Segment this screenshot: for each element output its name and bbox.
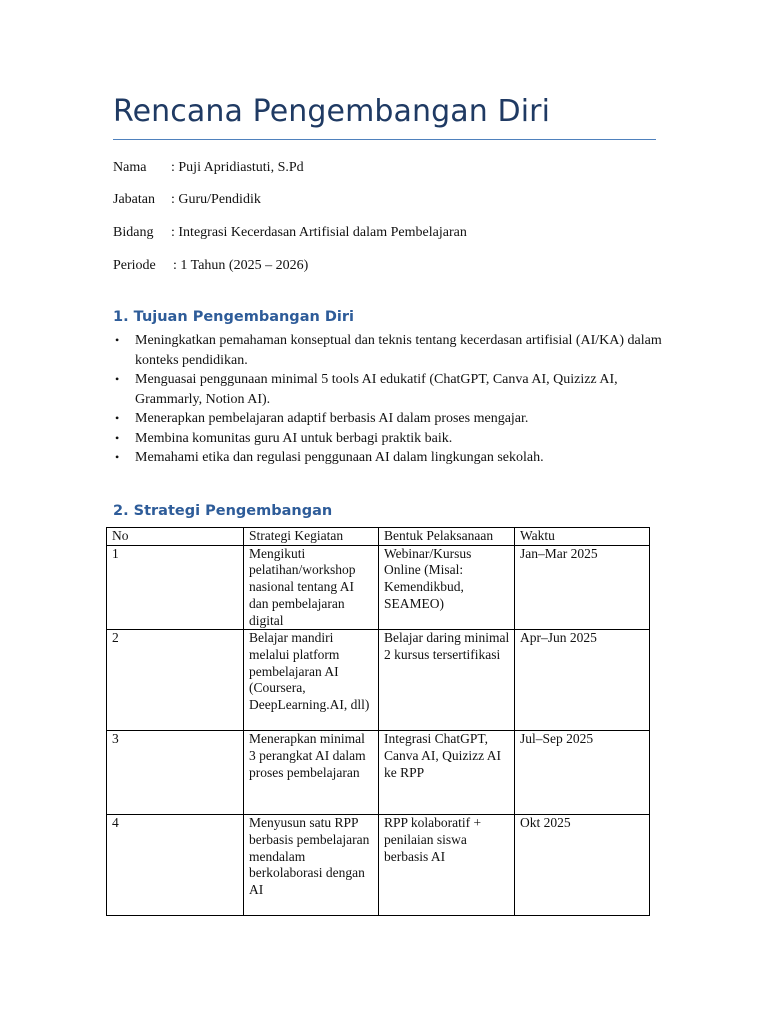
- bullet-icon: •: [115, 430, 120, 445]
- goal-text: Membina komunitas guru AI untuk berbagi praktik baik.: [135, 430, 453, 446]
- profile-nama-row: [113, 159, 304, 177]
- goal-text: Menguasai penggunaan minimal 5 tools AI edukatif (ChatGPT, Canva AI, Quizizz AI, Grammarly, Notion AI).: [135, 372, 618, 407]
- cell-no: 4: [107, 815, 244, 916]
- bullet-icon: •: [115, 450, 120, 464]
- column-header-bentuk: Bentuk Pelaksanaan: [379, 528, 515, 546]
- table-row: [107, 630, 650, 731]
- bidang-value: : Integrasi Kecerdasan Artifisial dalam Pembelajaran: [171, 225, 467, 240]
- section-heading-tujuan: 1. Tujuan Pengembangan Diri: [113, 309, 354, 325]
- bullet-icon: •: [115, 411, 120, 425]
- goal-text: Meningkatkan pemahaman konseptual dan teknis tentang kecerdasan artifisial (AI/KA) dalam konteks pendidikan.: [135, 333, 662, 368]
- goal-list: [113, 331, 673, 468]
- cell-bentuk: Belajar daring minimal 2 kursus tersertifikasi: [379, 630, 515, 731]
- jabatan-label: Jabatan: [113, 192, 155, 207]
- periode-label: Periode: [113, 258, 156, 273]
- list-item: [113, 409, 673, 429]
- bullet-icon: •: [115, 333, 120, 347]
- jabatan-value: : Guru/Pendidik: [171, 192, 261, 207]
- cell-bentuk: Webinar/Kursus Online (Misal: Kemendikbud, SEAMEO): [379, 545, 515, 630]
- cell-waktu: Okt 2025: [515, 815, 650, 916]
- table-row: [107, 815, 650, 916]
- cell-waktu: Apr–Jun 2025: [515, 630, 650, 731]
- cell-strategi: Menyusun satu RPP berbasis pembelajaran mendalam berkolaborasi dengan AI: [244, 815, 379, 916]
- cell-bentuk: RPP kolaboratif + penilaian siswa berbasis AI: [379, 815, 515, 916]
- cell-strategi: Mengikuti pelatihan/workshop nasional tentang AI dan pembelajaran digital: [244, 545, 379, 630]
- column-header-waktu: Waktu: [515, 528, 650, 546]
- list-item: [113, 429, 673, 449]
- document-title: Rencana Pengembangan Diri: [113, 94, 551, 129]
- table-header-row: [107, 528, 650, 546]
- cell-no: 2: [107, 630, 244, 731]
- cell-no: 1: [107, 545, 244, 630]
- list-item: [113, 331, 673, 370]
- list-item: [113, 370, 673, 409]
- column-header-no: No: [107, 528, 244, 546]
- profile-periode-row: [113, 257, 308, 275]
- cell-no: 3: [107, 731, 244, 815]
- goal-text: Memahami etika dan regulasi penggunaan AI dalam lingkungan sekolah.: [135, 450, 544, 465]
- cell-strategi: Menerapkan minimal 3 perangkat AI dalam proses pembelajaran: [244, 731, 379, 815]
- table-row: [107, 731, 650, 815]
- cell-waktu: Jan–Mar 2025: [515, 545, 650, 630]
- strategy-table: [106, 527, 650, 916]
- nama-value: : Puji Apridiastuti, S.Pd: [171, 160, 304, 175]
- list-item: [113, 448, 673, 468]
- table-row: [107, 545, 650, 630]
- title-underline: [113, 139, 656, 140]
- bullet-icon: •: [115, 372, 120, 386]
- cell-bentuk: Integrasi ChatGPT, Canva AI, Quizizz AI ke RPP: [379, 731, 515, 815]
- goal-text: Menerapkan pembelajaran adaptif berbasis AI dalam proses mengajar.: [135, 411, 529, 426]
- cell-strategi: Belajar mandiri melalui platform pembelajaran AI (Coursera, DeepLearning.AI, dll): [244, 630, 379, 731]
- section-heading-strategi: 2. Strategi Pengembangan: [113, 503, 333, 519]
- profile-bidang-row: [113, 224, 467, 242]
- column-header-strategi: Strategi Kegiatan: [244, 528, 379, 546]
- nama-label: Nama: [113, 160, 147, 175]
- bidang-label: Bidang: [113, 225, 154, 240]
- periode-value: : 1 Tahun (2025 – 2026): [173, 258, 309, 273]
- cell-waktu: Jul–Sep 2025: [515, 731, 650, 815]
- profile-jabatan-row: [113, 191, 261, 209]
